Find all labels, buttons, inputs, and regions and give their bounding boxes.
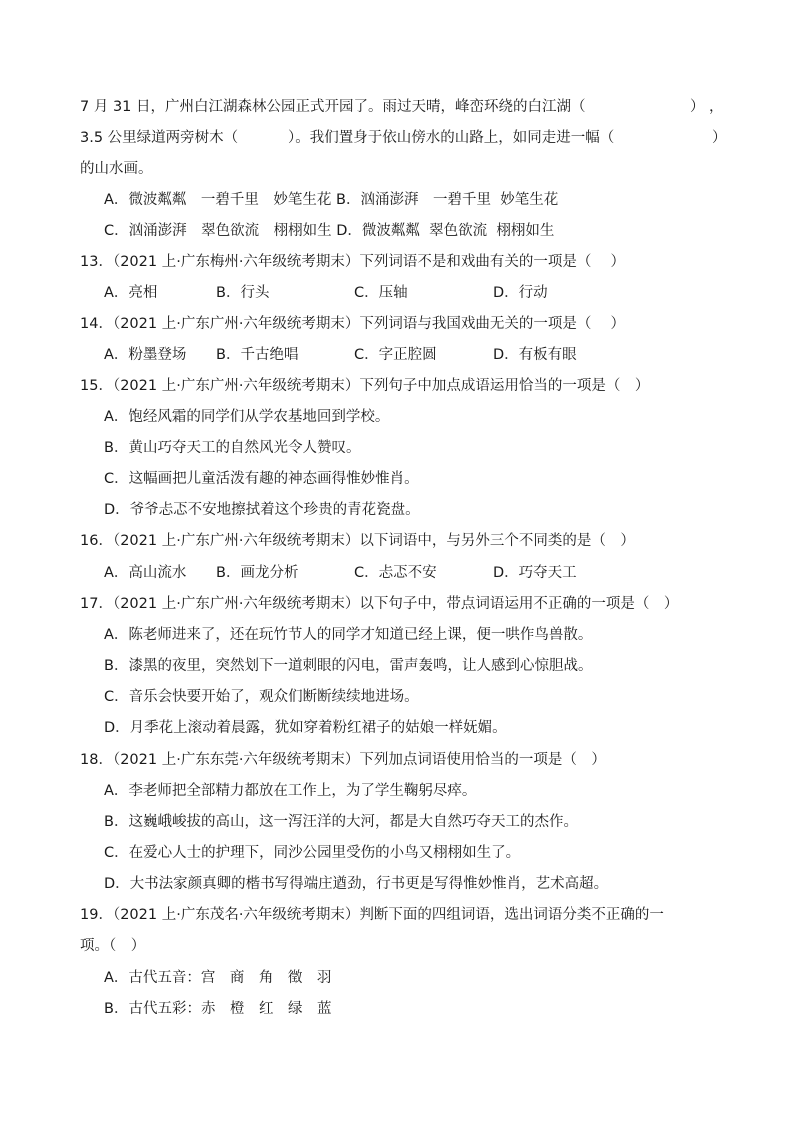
q18-stem: 18．（2021 上·广东东莞·六年级统考期末）下列加点词语使用恰当的一项是（ ） <box>80 752 606 768</box>
q15-option-a: A．饱经风霜的同学们从学农基地回到学校。 <box>104 409 390 425</box>
q12-stem-line3: 的山水画。 <box>80 161 153 177</box>
q14-stem: 14．（2021 上·广东广州·六年级统考期末）下列词语与我国戏曲无关的一项是（ ） <box>80 316 626 332</box>
q18-option-d: D．大书法家颜真卿的楷书写得端庄遒劲，行书更是写得惟妙惟肖，艺术高超。 <box>104 876 609 892</box>
q12-stem-line1-b: ） <box>690 99 705 115</box>
q15-stem: 15．（2021 上·广东广州·六年级统考期末）下列句子中加点成语运用恰当的一项是（ ） <box>80 378 650 394</box>
q13-options-row <box>104 283 664 303</box>
q19-stem-line1: 19．（2021 上·广东茂名·六年级统考期末）判断下面的四组词语，选出词语分类不正确的一 <box>80 907 664 923</box>
q16-stem: 16．（2021 上·广东广州·六年级统考期末）以下词语中，与另外三个不同类的是（ ） <box>80 533 635 549</box>
q12-stem-line2-b: ）。我们置身于依山傍水的山路上，如同走进一幅（ <box>288 130 615 146</box>
q13-option-c: C．压轴 <box>354 285 408 301</box>
q14-option-b: B．千古绝唱 <box>216 347 299 363</box>
q12-stem-line2-c: ） <box>712 130 727 146</box>
q16-options-row <box>104 563 664 583</box>
q17-option-c: C．音乐会快要开始了，观众们断断续续地进场。 <box>104 689 419 705</box>
q17-option-b: B．漆黑的夜里，突然划下一道刺眼的闪电，雷声轰鸣，让人感到心惊胆战。 <box>104 658 593 674</box>
q12-options-cd: C．汹涌澎湃 翠色欲流 栩栩如生 D．微波粼粼 翠色欲流 栩栩如生 <box>104 223 555 239</box>
q15-option-c: C．这幅画把儿童活泼有趣的神态画得惟妙惟肖。 <box>104 471 419 487</box>
q14-options-row <box>104 345 664 365</box>
q13-option-b: B．行头 <box>216 285 270 301</box>
q19-stem-line2: 项。（ ） <box>80 938 146 954</box>
q14-option-d: D．有板有眼 <box>493 347 577 363</box>
q17-option-a: A．陈老师进来了，还在玩竹节人的同学才知道已经上课，便一哄作鸟兽散。 <box>104 627 593 643</box>
q13-stem: 13．（2021 上·广东梅州·六年级统考期末）下列词语不是和戏曲有关的一项是（ ） <box>80 254 626 270</box>
q14-option-c: C．字正腔圆 <box>354 347 437 363</box>
q12-stem-line1-a: 7 月 31 日，广州白江湖森林公园正式开园了。雨过天晴，峰峦环绕的白江湖（ <box>80 99 586 115</box>
q19-option-b: B．古代五彩：赤 橙 红 绿 蓝 <box>104 1001 332 1017</box>
q18-option-c: C．在爱心人士的护理下，同沙公园里受伤的小鸟又栩栩如生了。 <box>104 845 521 861</box>
q12-stem-line1-c: ， <box>709 99 724 115</box>
q14-option-a: A．粉墨登场 <box>104 347 187 363</box>
q17-option-d: D．月季花上滚动着晨露，犹如穿着粉红裙子的姑娘一样妩媚。 <box>104 720 507 736</box>
q15-option-b: B．黄山巧夺天工的自然风光令人赞叹。 <box>104 440 361 456</box>
q15-option-d: D．爷爷忐忑不安地擦拭着这个珍贵的青花瓷盘。 <box>104 502 420 518</box>
q16-option-d: D．巧夺天工 <box>493 565 577 581</box>
q19-option-a: A．古代五音：宫 商 角 徵 羽 <box>104 970 332 986</box>
q17-stem: 17．（2021 上·广东广州·六年级统考期末）以下句子中，带点词语运用不正确的一项是（ ） <box>80 596 679 612</box>
q18-option-b: B．这巍峨峻拔的高山，这一泻汪洋的大河，都是大自然巧夺天工的杰作。 <box>104 814 578 830</box>
q13-option-d: D．行动 <box>493 285 548 301</box>
q16-option-c: C．忐忑不安 <box>354 565 437 581</box>
q12-stem-line2-a: 3.5 公里绿道两旁树木（ <box>80 130 239 146</box>
q13-option-a: A．亮相 <box>104 285 158 301</box>
q16-option-a: A．高山流水 <box>104 565 187 581</box>
q16-option-b: B．画龙分析 <box>216 565 299 581</box>
q12-options-ab: A．微波粼粼 一碧千里 妙笔生花 B．汹涌澎湃 一碧千里 妙笔生花 <box>104 192 559 208</box>
q18-option-a: A．李老师把全部精力都放在工作上，为了学生鞠躬尽瘁。 <box>104 783 477 799</box>
